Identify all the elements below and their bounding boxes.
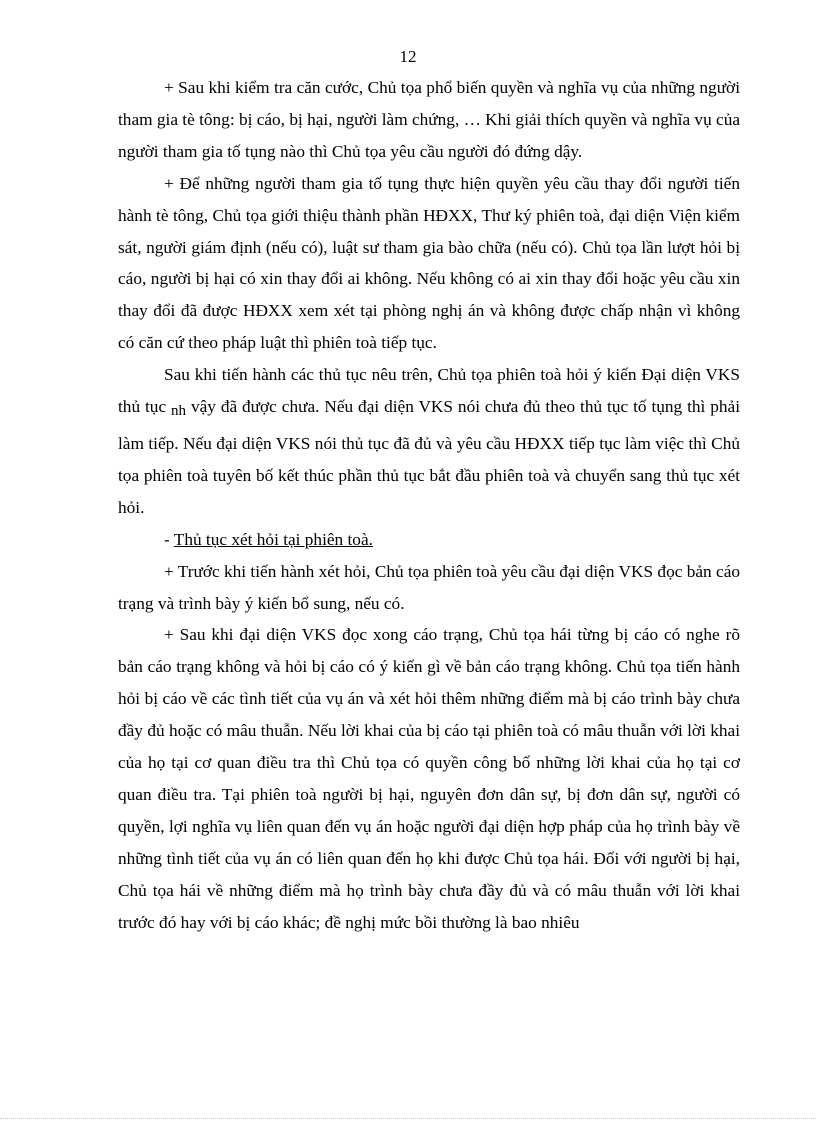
page-bottom-divider (0, 1118, 816, 1119)
section-heading (118, 524, 740, 556)
paragraph-procedure-end (118, 359, 740, 524)
paragraph-procedure-end-part1: Sau khi tiến hành các thủ tục nêu trên, Chủ tọa phiên toà hỏi ý kiến Đại diện VKS thủ tục (118, 365, 740, 417)
page-number: 12 (399, 47, 417, 66)
paragraph-indictment-reading: + Trước khi tiến hành xét hỏi, Chủ tọa phiên toà yêu cầu đại diện VKS đọc bản cáo trạng và trình bày ý kiến bổ sung, nếu có. (118, 561, 740, 613)
document-body (118, 72, 740, 938)
paragraph-procedure-end-part2: vậy đã được chưa. Nếu đại diện VKS nói chưa đủ theo thủ tục tố tụng thì phải làm tiếp. Nếu đại diện VKS nói thủ tục đã đủ và yêu cầu HĐXX tiếp tục làm việc thì Chủ tọa phiên toà tuyên bố kết thúc phần thủ tục bắt đầu phiên toà và chuyển sang thủ tục xét hỏi. (118, 397, 740, 517)
paragraph-questioning: + Sau khi đại diện VKS đọc xong cáo trạng, Chủ tọa hái từng bị cáo có nghe rõ bản cáo trạng không và hỏi bị cáo có ý kiến gì về bản cáo trạng không. Chủ tọa tiến hành hỏi bị cáo về các tình tiết của vụ án và xét hỏi thêm những điểm mà bị cáo trình bày chưa đầy đủ hoặc có mâu thuẫn. Nếu lời khai của bị cáo tại phiên toà có mâu thuẫn với lời khai của họ tại cơ quan điều tra thì Chủ tọa có quyền công bố những lời khai của họ tại cơ quan điều tra. Tại phiên toà người bị hại, nguyên đơn dân sự, bị đơn dân sự, người có quyền, lợi nghĩa vụ liên quan đến vụ án hoặc người đại diện hợp pháp của họ trình bày về những tình tiết của vụ án có liên quan đến họ khi được Chủ tọa hái. Đối với người bị hại, Chủ tọa hái về những điểm mà họ trình bày chưa đầy đủ và có mâu thuẫn với lời khai trước đó hay với bị cáo khác; đề nghị mức bồi thường là bao nhiêu (118, 625, 740, 932)
paragraph-rights-and-duties: + Sau khi kiểm tra căn cước, Chủ tọa phổ biến quyền và nghĩa vụ của những người tham gia tè tông: bị cáo, bị hại, người làm chứng, … Khi giải thích quyền và nghĩa vụ của người tham gia tố tụng nào thì Chủ tọa yêu cầu người đó đứng dậy. (118, 78, 741, 161)
paragraph-procedure-end-fragment: nh (171, 403, 187, 420)
section-heading-title: Thủ tục xét hỏi tại phiên toà. (173, 529, 373, 549)
section-heading-prefix: - (164, 529, 174, 549)
paragraph-change-request: + Để những người tham gia tố tụng thực hiện quyền yêu cầu thay đổi người tiến hành tè tông, Chủ tọa giới thiệu thành phần HĐXX, Thư ký phiên toà, đại diện Viện kiểm sát, người giám định (nếu có), luật sư tham gia bào chữa (nếu có). Chủ tọa lần lượt hỏi bị cáo, người bị hại có xin thay đổi ai không. Nếu không có ai xin thay đổi hoặc yêu cầu xin thay đổi đã được HĐXX xem xét tại phòng nghị án và không được chấp nhận vì không có căn cứ theo pháp luật thì phiên toà tiếp tục. (118, 173, 740, 353)
